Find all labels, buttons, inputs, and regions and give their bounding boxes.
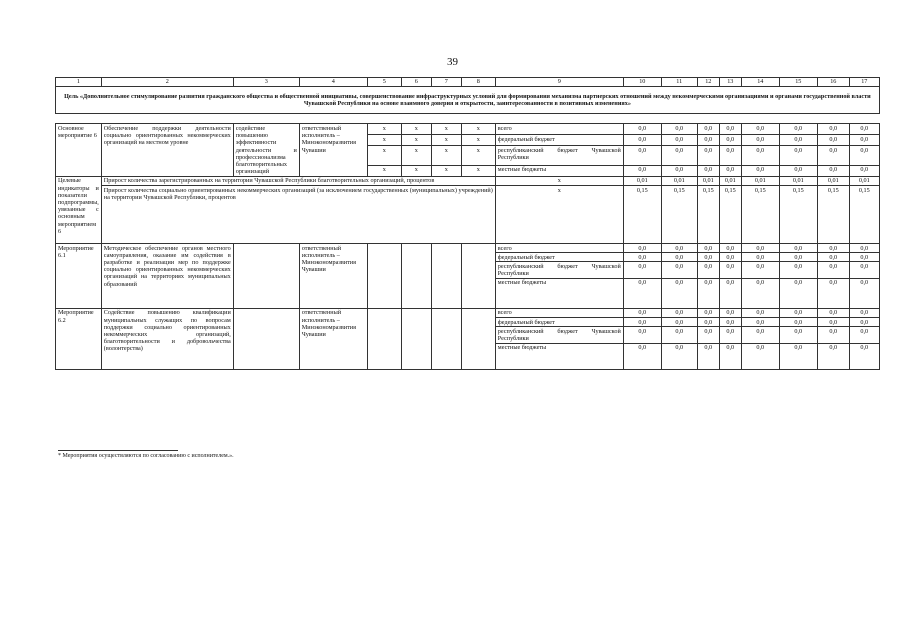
event-executor: ответственный исполнитель – Минэкономразвития Чувашии	[299, 308, 367, 369]
value-cell: 0,0	[661, 327, 697, 343]
value-cell: 0,0	[849, 327, 879, 343]
value-cell: 0,0	[623, 318, 661, 327]
indicator-value: 0,01	[623, 176, 661, 185]
spacer-cell	[56, 114, 880, 124]
event-code: Основное мероприятие 6	[56, 124, 102, 176]
value-cell: 0,0	[817, 146, 849, 166]
value-cell: 0,0	[661, 253, 697, 262]
value-cell: 0,0	[849, 165, 879, 176]
value-cell: 0,0	[719, 244, 741, 253]
x-mark: x	[367, 124, 401, 135]
value-cell: 0,0	[623, 343, 661, 369]
value-cell: 0,0	[661, 135, 697, 146]
event-code: Мероприятие 6.2	[56, 308, 102, 369]
column-number: 7	[431, 78, 461, 87]
empty-cell	[401, 308, 431, 369]
footnote-rule	[58, 450, 178, 451]
value-cell: 0,0	[697, 146, 719, 166]
value-cell: 0,0	[697, 135, 719, 146]
value-cell: 0,0	[697, 318, 719, 327]
event-link	[233, 308, 299, 369]
empty-cell	[431, 244, 461, 309]
x-mark: x	[461, 135, 495, 146]
value-cell: 0,0	[697, 244, 719, 253]
empty-cell	[367, 244, 401, 309]
indicator-value: 0,01	[817, 176, 849, 185]
x-mark: x	[431, 165, 461, 176]
event-link: содействие повышению эффективности деятельности и профессионализма благотворительных организаций	[233, 124, 299, 176]
event-executor: ответственный исполнитель – Минэкономразвития Чувашии	[299, 124, 367, 176]
x-mark: x	[461, 165, 495, 176]
x-mark: x	[401, 124, 431, 135]
value-cell: 0,0	[697, 262, 719, 278]
funding-source: республиканский бюджет Чувашской Республики	[495, 146, 623, 166]
value-cell: 0,0	[849, 124, 879, 135]
value-cell: 0,0	[817, 278, 849, 308]
column-number: 1	[56, 78, 102, 87]
indicator-text: Прирост количества социально ориентированных некоммерческих организаций (за исключением государственных (муниципальных) учреждений) на территории Чувашской Республики, процентов	[101, 186, 495, 244]
column-number: 3	[233, 78, 299, 87]
value-cell: 0,0	[741, 327, 779, 343]
value-cell: 0,0	[623, 278, 661, 308]
event-name: Содействие повышению квалификации муниципальных служащих по вопросам поддержки социально ориентированных некоммерческих организаций, благотворительности и добровольчества (волонтерства)	[101, 308, 233, 369]
value-cell: 0,0	[817, 327, 849, 343]
value-cell: 0,0	[661, 262, 697, 278]
funding-source: всего	[495, 124, 623, 135]
page-number: 39	[447, 56, 458, 68]
x-mark: x	[495, 176, 623, 185]
value-cell: 0,0	[849, 253, 879, 262]
funding-source: всего	[495, 244, 623, 253]
value-cell: 0,0	[849, 244, 879, 253]
indicators-label: Целевые индикаторы и показатели подпрограммы, увязанные с основным мероприятием 6	[56, 176, 102, 243]
value-cell: 0,0	[779, 308, 817, 317]
column-number: 15	[779, 78, 817, 87]
value-cell: 0,0	[623, 308, 661, 317]
value-cell: 0,0	[741, 253, 779, 262]
empty-cell	[461, 308, 495, 369]
x-mark: x	[401, 146, 431, 166]
x-mark: x	[401, 165, 431, 176]
value-cell: 0,0	[697, 308, 719, 317]
value-cell: 0,0	[817, 124, 849, 135]
value-cell: 0,0	[741, 308, 779, 317]
column-number: 16	[817, 78, 849, 87]
empty-cell	[431, 308, 461, 369]
goal-row	[56, 87, 880, 114]
column-number: 2	[101, 78, 233, 87]
value-cell: 0,0	[697, 278, 719, 308]
column-number-row	[56, 78, 880, 87]
event-62-row	[56, 308, 880, 317]
indicator-value: 0,15	[719, 186, 741, 244]
value-cell: 0,0	[719, 278, 741, 308]
value-cell: 0,0	[719, 165, 741, 176]
value-cell: 0,0	[817, 244, 849, 253]
event-executor: ответственный исполнитель – Минэкономразвития Чувашии	[299, 244, 367, 309]
indicator-value: 0,01	[719, 176, 741, 185]
value-cell: 0,0	[719, 262, 741, 278]
value-cell: 0,0	[741, 343, 779, 369]
funding-source: федеральный бюджет	[495, 253, 623, 262]
value-cell: 0,0	[741, 262, 779, 278]
value-cell: 0,0	[719, 135, 741, 146]
value-cell: 0,0	[719, 343, 741, 369]
event-61-row	[56, 244, 880, 253]
value-cell: 0,0	[623, 165, 661, 176]
value-cell: 0,0	[779, 343, 817, 369]
value-cell: 0,0	[623, 244, 661, 253]
indicator-value: 0,01	[697, 176, 719, 185]
event-code: Мероприятие 6.1	[56, 244, 102, 309]
value-cell: 0,0	[779, 165, 817, 176]
value-cell: 0,0	[779, 278, 817, 308]
footnote: * Мероприятия осуществляются по согласованию с исполнителем.».	[58, 453, 234, 459]
indicator-value: 0,01	[661, 176, 697, 185]
value-cell: 0,0	[623, 262, 661, 278]
x-mark: x	[367, 135, 401, 146]
value-cell: 0,0	[779, 124, 817, 135]
value-cell: 0,0	[779, 244, 817, 253]
indicator-text: Прирост количества зарегистрированных на территории Чувашской Республики благотворительных организаций, процентов	[101, 176, 495, 185]
indicator-value: 0,15	[779, 186, 817, 244]
value-cell: 0,0	[623, 327, 661, 343]
value-cell: 0,0	[719, 308, 741, 317]
value-cell: 0,0	[849, 135, 879, 146]
value-cell: 0,0	[779, 135, 817, 146]
funding-source: местные бюджеты	[495, 278, 623, 308]
funding-source: местные бюджеты	[495, 343, 623, 369]
value-cell: 0,0	[741, 135, 779, 146]
x-mark: x	[495, 186, 623, 244]
value-cell: 0,0	[817, 262, 849, 278]
event-name: Методическое обеспечение органов местного самоуправления, оказание им содействия в разработке и реализации мер по поддержке социально ориентированных некоммерческих организаций на территориях муниципальных образований	[101, 244, 233, 309]
value-cell: 0,0	[741, 318, 779, 327]
value-cell: 0,0	[661, 318, 697, 327]
value-cell: 0,0	[779, 318, 817, 327]
value-cell: 0,0	[779, 262, 817, 278]
empty-cell	[367, 308, 401, 369]
column-number: 4	[299, 78, 367, 87]
funding-source: федеральный бюджет	[495, 135, 623, 146]
x-mark: x	[431, 124, 461, 135]
value-cell: 0,0	[719, 124, 741, 135]
value-cell: 0,0	[661, 124, 697, 135]
value-cell: 0,0	[741, 165, 779, 176]
value-cell: 0,0	[697, 327, 719, 343]
value-cell: 0,0	[661, 278, 697, 308]
x-mark: x	[431, 135, 461, 146]
value-cell: 0,0	[719, 146, 741, 166]
column-number: 10	[623, 78, 661, 87]
value-cell: 0,0	[623, 124, 661, 135]
value-cell: 0,0	[779, 327, 817, 343]
x-mark: x	[367, 146, 401, 166]
indicator-value: 0,15	[849, 186, 879, 244]
event-link	[233, 244, 299, 309]
indicator-value: 0,15	[741, 186, 779, 244]
empty-cell	[401, 244, 431, 309]
value-cell: 0,0	[817, 343, 849, 369]
empty-cell	[461, 244, 495, 309]
indicator-row	[56, 176, 880, 185]
indicator-value: 0,01	[741, 176, 779, 185]
funding-source: республиканский бюджет Чувашской Республики	[495, 262, 623, 278]
indicator-value: 0,15	[661, 186, 697, 244]
funding-source: местные бюджеты	[495, 165, 623, 176]
column-number: 5	[367, 78, 401, 87]
column-number: 11	[661, 78, 697, 87]
value-cell: 0,0	[849, 308, 879, 317]
value-cell: 0,0	[741, 146, 779, 166]
value-cell: 0,0	[623, 135, 661, 146]
x-mark: x	[461, 124, 495, 135]
indicator-value: 0,15	[697, 186, 719, 244]
value-cell: 0,0	[849, 343, 879, 369]
x-mark: x	[461, 146, 495, 166]
value-cell: 0,0	[697, 165, 719, 176]
value-cell: 0,0	[623, 146, 661, 166]
value-cell: 0,0	[697, 124, 719, 135]
column-number: 14	[741, 78, 779, 87]
value-cell: 0,0	[661, 244, 697, 253]
value-cell: 0,0	[661, 308, 697, 317]
value-cell: 0,0	[849, 146, 879, 166]
indicator-row	[56, 186, 880, 244]
goal-text: Цель «Дополнительное стимулирование развития гражданского общества и общественной инициативы, совершенствование инфраструктурных условий для формирования механизма партнерских отношений между некоммерческими организациями и органами государственной власти Чувашской Республики на основе взаимного доверия и открытости, заинтересованности в позитивных изменениях»	[56, 87, 880, 114]
indicator-value: 0,15	[623, 186, 661, 244]
event-name: Обеспечение поддержки деятельности социально ориентированных некоммерческих организаций на местном уровне	[101, 124, 233, 176]
value-cell: 0,0	[817, 165, 849, 176]
funding-source: федеральный бюджет	[495, 318, 623, 327]
value-cell: 0,0	[719, 318, 741, 327]
column-number: 8	[461, 78, 495, 87]
column-number: 13	[719, 78, 741, 87]
value-cell: 0,0	[817, 318, 849, 327]
value-cell: 0,0	[697, 343, 719, 369]
value-cell: 0,0	[661, 165, 697, 176]
value-cell: 0,0	[719, 327, 741, 343]
value-cell: 0,0	[661, 343, 697, 369]
x-mark: x	[401, 135, 431, 146]
column-number: 9	[495, 78, 623, 87]
x-mark: x	[431, 146, 461, 166]
value-cell: 0,0	[697, 253, 719, 262]
main-event-row	[56, 124, 880, 135]
value-cell: 0,0	[817, 253, 849, 262]
column-number: 17	[849, 78, 879, 87]
program-table	[55, 77, 880, 370]
value-cell: 0,0	[741, 124, 779, 135]
funding-source: республиканский бюджет Чувашской Республики	[495, 327, 623, 343]
indicator-value: 0,01	[779, 176, 817, 185]
value-cell: 0,0	[817, 308, 849, 317]
value-cell: 0,0	[623, 253, 661, 262]
value-cell: 0,0	[741, 244, 779, 253]
funding-source: всего	[495, 308, 623, 317]
column-number: 12	[697, 78, 719, 87]
spacer-row	[56, 114, 880, 124]
indicator-value: 0,15	[817, 186, 849, 244]
value-cell: 0,0	[779, 253, 817, 262]
column-number: 6	[401, 78, 431, 87]
x-mark: x	[367, 165, 401, 176]
value-cell: 0,0	[817, 135, 849, 146]
value-cell: 0,0	[849, 278, 879, 308]
value-cell: 0,0	[741, 278, 779, 308]
value-cell: 0,0	[719, 253, 741, 262]
value-cell: 0,0	[779, 146, 817, 166]
value-cell: 0,0	[849, 318, 879, 327]
value-cell: 0,0	[661, 146, 697, 166]
value-cell: 0,0	[849, 262, 879, 278]
indicator-value: 0,01	[849, 176, 879, 185]
